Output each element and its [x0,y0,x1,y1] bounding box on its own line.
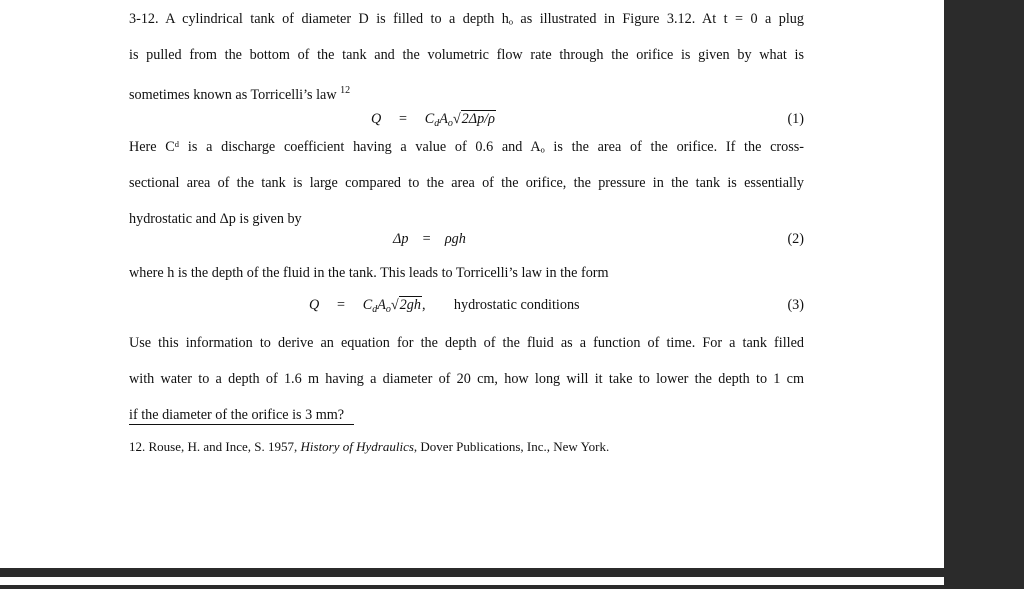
footnote-divider [129,424,354,425]
equation-1 [129,104,804,138]
equation-2 [129,228,804,256]
problem-body [129,10,804,424]
equation-1-number: (1) [787,111,804,127]
eq1-radicand: 2Δp/ρ [461,111,495,127]
paragraph-coefficient-line-2: sectional area of the tank is large compared to the area of the orifice, the pressure in the tank is essentially [129,175,804,191]
sqrt-symbol: √ [390,297,399,313]
paragraph-question-line-2: with water to a depth of 1.6 m having a diameter of 20 cm, how long will it take to lower the depth to 1 cm [129,371,804,387]
eq1-area: A [439,111,448,127]
paragraph-intro-line-3 [129,82,804,104]
eq3-radicand: 2gh [399,297,421,313]
footnote-citation: 12. Rouse, H. and Ince, S. 1957, [129,439,298,454]
footnote-publisher: , Dover Publications, Inc., New York. [413,439,610,454]
eq3-lhs: Q [309,297,320,313]
eq3-coefficient: C [362,297,373,313]
equation-2-number: (2) [787,231,804,247]
eq3-coefficient-sub: d [372,304,378,315]
footnote [129,439,609,455]
paragraph-depth: where h is the depth of the fluid in the tank. This leads to Torricelli’s law in the form [129,265,609,281]
footnote-reference: 12 [340,85,351,96]
eq1-area-sub: o [447,118,453,129]
eq1-equals: = [398,111,407,127]
equation-1-body [371,110,496,133]
eq3-comma: , [421,297,426,313]
equation-2-body [393,230,466,248]
eq1-coefficient: C [424,111,435,127]
page-bottom-edge [0,577,944,585]
paragraph-intro-line-2: is pulled from the bottom of the tank and the volumetric flow rate through the orifice is given by what is [129,47,804,63]
sqrt-symbol: √ [452,111,461,127]
eq3-equals: = [336,297,345,313]
equation-3-number: (3) [787,297,804,313]
eq2-rhs: ρgh [444,231,466,247]
eq3-condition: hydrostatic conditions [453,297,580,313]
paragraph-coefficient-line-1: Here Cᵈ is a discharge coefficient having a value of 0.6 and Aₒ is the area of the orifice. If the cross- [129,139,804,155]
footnote-book-title: History of Hydraulics [300,439,414,454]
eq2-equals: = [422,231,431,247]
eq1-coefficient-sub: d [434,118,440,129]
paragraph-question-line-3: if the diameter of the orifice is 3 mm? [129,407,345,423]
paragraph-intro-line-1: 3-12. A cylindrical tank of diameter D is filled to a depth hₒ as illustrated in Figure 3.12. At t = 0 a plug [129,11,804,27]
equation-3-body [309,296,580,319]
eq1-lhs: Q [371,111,382,127]
eq3-area-sub: o [385,304,391,315]
equation-3 [129,282,804,324]
paragraph-question-line-1: Use this information to derive an equation for the depth of the fluid as a function of time. For a tank filled [129,335,804,351]
eq2-lhs: Δp [393,231,409,247]
paragraph-coefficient-line-3: hydrostatic and Δp is given by [129,211,302,227]
intro-line-3-text: sometimes known as Torricelli’s law [129,87,337,103]
eq3-area: A [377,297,386,313]
